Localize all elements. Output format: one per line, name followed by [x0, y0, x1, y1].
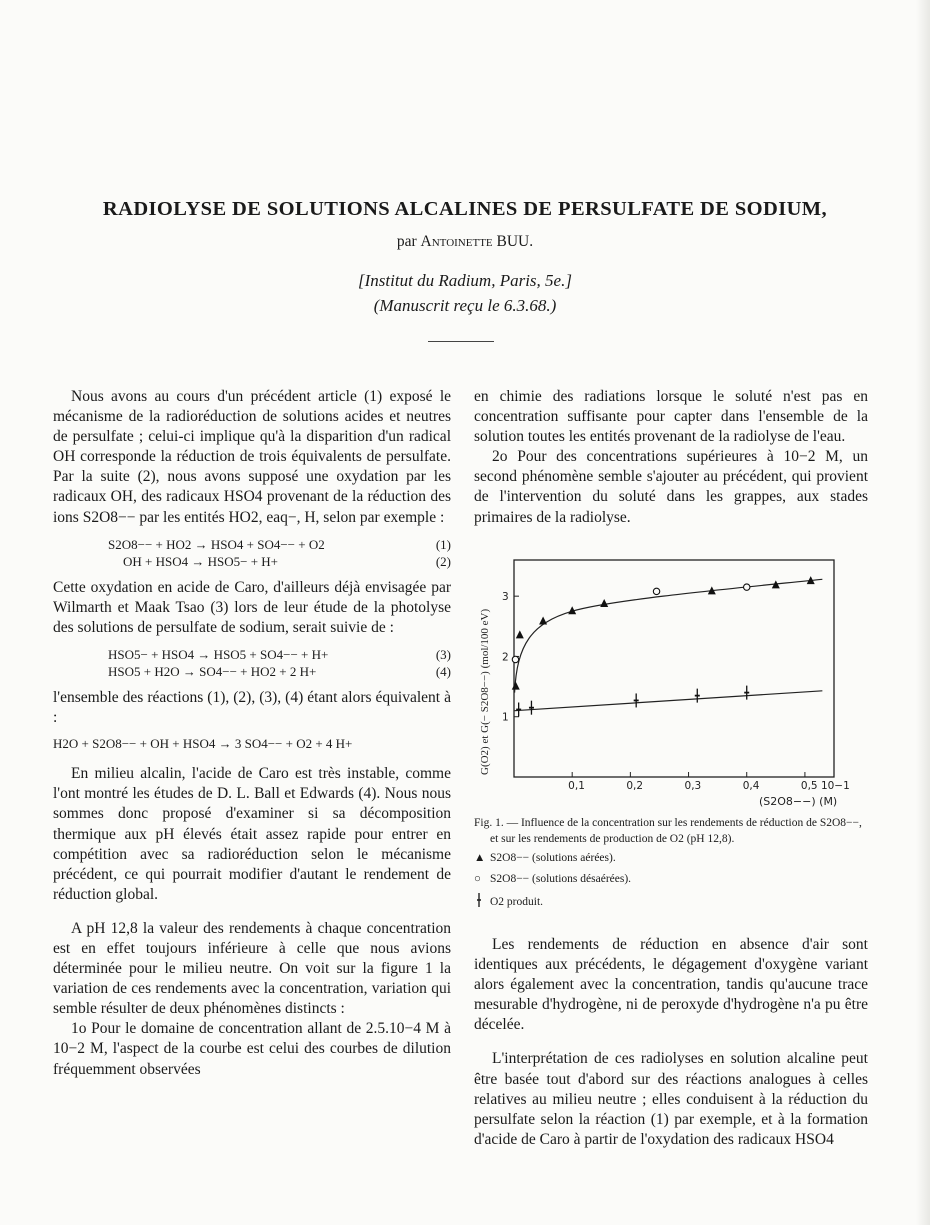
x-axis-label: (S2O8−−) (M): [759, 795, 838, 808]
figure-caption: [474, 816, 868, 919]
equation-2-number: (2): [435, 553, 451, 569]
x-tick-label: 0,5 10−1: [800, 780, 850, 792]
x-tick-label: 0,4: [742, 780, 760, 792]
legend-item-aerated: ▲ S2O8−− (solutions aérées).: [474, 851, 868, 867]
fit-line-oxygen: [515, 691, 823, 711]
left-paragraph-5: A pH 12,8 la valeur des rendements à chaque concentration est en effet toujours inférieure à celle que nous avions déterminée pour le milieu neutre. On voit sur la figure 1 la variation de ces rendements avec la concentration, variation qui semble résulter de deux phénomènes distincts :: [53, 919, 451, 1018]
equation-3-number: (3): [435, 646, 451, 662]
y-axis-label: G(O2) et G(− S2O8−−) (mol/100 eV): [479, 608, 491, 775]
y-tick-label: 2: [502, 651, 509, 664]
received-date: (Manuscrit reçu le 6.3.68.): [373, 296, 557, 315]
fit-curve-reduction: [515, 579, 823, 692]
legend-item-deaerated: ○ S2O8−− (solutions désaérées).: [474, 872, 868, 888]
paper-title: RADIOLYSE DE SOLUTIONS ALCALINES DE PERSULFATE DE SODIUM,: [102, 198, 828, 220]
left-paragraph-3: l'ensemble des réactions (1), (2), (3), (4) étant alors équivalent à :: [53, 688, 451, 727]
title-rule: [428, 341, 494, 342]
equation-5: H2O + S2O8−− + OH + HSO4 → 3 SO4−− + O2 + 4 H+: [53, 736, 353, 752]
right-paragraph-1: en chimie des radiations lorsque le soluté n'est pas en concentration suffisante pour capter dans l'ensemble de la solution toutes les entités provenant de la radiolyse de l'eau.: [474, 388, 868, 446]
equation-1: S2O8−− + HO2 → HSO4 + SO4−− + O2: [108, 536, 325, 552]
plot-frame: [514, 560, 834, 777]
x-tick-label: 0,1: [568, 780, 585, 792]
right-column-lower: [474, 935, 868, 1150]
left-paragraph-2: Cette oxydation en acide de Caro, d'ailleurs déjà envisagée par Wilmarth et Maak Tsao (3) lors de leur étude de la photolyse des solutions de persulfate de sodium, serait suivie de :: [53, 578, 451, 636]
left-paragraph-1: Nous avons au cours d'un précédent article (1) exposé le mécanisme de la radioréduction de solutions acides et neutres de persulfate ; celui-ci implique qu'à la disparition d'un radical OH corresponde la réduction de trois équivalents de persulfate. Par la suite (2), nous avons supposé une oxydation par les radicaux OH, des radicaux HSO4 provenant de la réduction des ions S2O8−− par les entités HO2, eaq−, H, selon par exemple :: [53, 388, 451, 526]
author-line: [0, 233, 930, 251]
equation-3: HSO5− + HSO4 → HSO5 + SO4−− + H+: [108, 646, 329, 662]
circle-icon: ○: [474, 872, 481, 885]
point-aerated: [512, 682, 520, 690]
author-first: Antoinette: [420, 233, 493, 250]
equation-4-number: (4): [435, 663, 451, 679]
x-tick-label: 0,2: [626, 780, 644, 792]
author-prefix: par: [396, 233, 421, 250]
right-paragraph-2: 2o Pour des concentrations supérieures à 10−2 M, un second phénomène semble s'ajouter au précédent, qui provient de l'intervention du soluté dans les grappes, aux stades primaires de la radiolyse.: [474, 448, 868, 526]
equation-4: HSO5 + H2O → SO4−− + HO2 + 2 H+: [108, 663, 317, 679]
right-paragraph-4: L'interprétation de ces radiolyses en solution alcaline peut être basée tout d'abord sur des réactions analogues à celles relatives au milieu neutre ; elles conduisent à la réduction du persulfate selon la réaction (1) par exemple, et à la formation d'acide de Caro à partir de l'oxydation des radicaux HSO4: [474, 1050, 868, 1148]
equation-block-2: [53, 646, 451, 680]
caption-text: Fig. 1. — Influence de la concentration sur les rendements de réduction de S2O8−−, et sur les rendements de production de O2 (pH 12,8).: [474, 817, 862, 845]
left-paragraph-6: 1o Pour le domaine de concentration allant de 2.5.10−4 M à 10−2 M, l'aspect de la courbe est celui des courbes de dilution fréquemment observées: [53, 1020, 451, 1078]
equation-2: OH + HSO4 → HSO5− + H+: [123, 553, 279, 569]
equation-block-1: [53, 536, 451, 570]
equation-1-number: (1): [435, 536, 451, 552]
errorbar-icon: [474, 892, 490, 914]
triangle-icon: ▲: [474, 852, 486, 864]
x-tick-label: 0,3: [684, 780, 702, 792]
point-aerated: [600, 599, 608, 607]
point-deaerated: [653, 588, 659, 594]
y-tick-label: 3: [502, 591, 509, 604]
left-column: [53, 387, 451, 1080]
point-aerated: [516, 630, 524, 638]
legend-item-oxygen: O2 produit.: [474, 892, 868, 914]
author-last: BUU.: [492, 233, 534, 250]
right-column: [474, 387, 868, 528]
right-paragraph-3: Les rendements de réduction en absence d'air sont identiques aux précédents, le dégagement d'oxygène variant alors également avec la concentration, tandis qu'aucune trace mesurable d'hydrogène, ni de peroxyde d'hydrogène n'a pu être décelée.: [474, 936, 868, 1034]
figure-1-chart: [474, 552, 868, 810]
figure-legend: [474, 851, 868, 914]
left-paragraph-4: En milieu alcalin, l'acide de Caro est très instable, comme l'ont montré les études de D. L. Ball et Edwards (4). Nous nous sommes donc proposé d'examiner si sa décomposition thermique aux pH élevés était assez rapide pour entrer en compétition avec sa radioréduction selon le mécanisme précédent, ce qui pourrait modifier d'autant le rendement de réduction global.: [53, 765, 451, 903]
point-aerated: [539, 616, 547, 624]
point-deaerated: [512, 656, 518, 662]
point-deaerated: [744, 584, 750, 590]
y-tick-label: 1: [502, 711, 509, 724]
institution: [Institut du Radium, Paris, 5e.]: [358, 271, 572, 290]
scan-edge: [916, 0, 930, 1225]
